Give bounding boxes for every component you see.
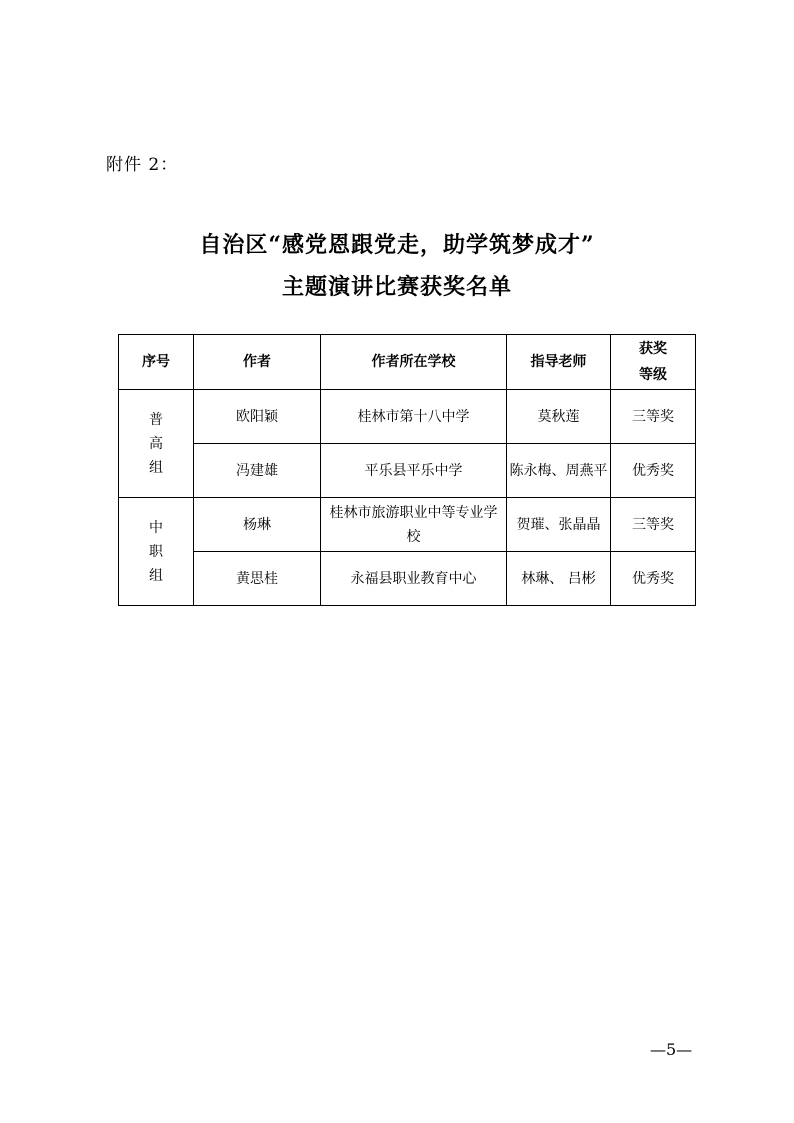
group-char: 职 (149, 543, 163, 560)
group-char: 中 (149, 519, 163, 536)
table-header-row (119, 335, 696, 390)
award-cell: 优秀奖 (611, 552, 696, 606)
group-cell-high-school (119, 390, 194, 498)
group-cell-vocational (119, 498, 194, 606)
teacher-cell: 贺璀、张晶晶 (507, 498, 611, 552)
header-award-level (611, 335, 696, 390)
award-cell: 三等奖 (611, 498, 696, 552)
page-number: —5— (650, 1040, 693, 1059)
group-char: 组 (149, 459, 163, 476)
group-char: 高 (149, 435, 163, 452)
header-award-line1: 获奖 (639, 341, 667, 357)
table-row (119, 498, 696, 552)
author-cell: 杨琳 (194, 498, 321, 552)
author-cell: 黄思桂 (194, 552, 321, 606)
school-cell: 桂林市第十八中学 (321, 390, 507, 444)
award-list-table (118, 334, 696, 606)
award-cell: 优秀奖 (611, 444, 696, 498)
author-cell: 冯建雄 (194, 444, 321, 498)
teacher-cell: 林琳、 吕彬 (507, 552, 611, 606)
school-cell: 平乐县平乐中学 (321, 444, 507, 498)
teacher-cell: 莫秋莲 (507, 390, 611, 444)
header-index: 序号 (119, 335, 194, 390)
document-title-line1: 自治区“感党恩跟党走，助学筑梦成才” (199, 232, 595, 258)
attachment-label: 附件 2： (106, 155, 179, 175)
header-author: 作者 (194, 335, 321, 390)
school-cell: 桂林市旅游职业中等专业学校 (321, 498, 507, 552)
document-title-line2: 主题演讲比赛获奖名单 (281, 274, 512, 300)
table-row (119, 390, 696, 444)
author-cell: 欧阳颖 (194, 390, 321, 444)
header-teacher: 指导老师 (507, 335, 611, 390)
teacher-cell: 陈永梅、周燕平 (507, 444, 611, 498)
award-cell: 三等奖 (611, 390, 696, 444)
school-cell: 永福县职业教育中心 (321, 552, 507, 606)
group-char: 普 (149, 411, 163, 428)
table-row (119, 552, 696, 606)
header-award-line2: 等级 (639, 367, 667, 383)
table-row (119, 444, 696, 498)
group-char: 组 (149, 567, 163, 584)
header-school: 作者所在学校 (321, 335, 507, 390)
